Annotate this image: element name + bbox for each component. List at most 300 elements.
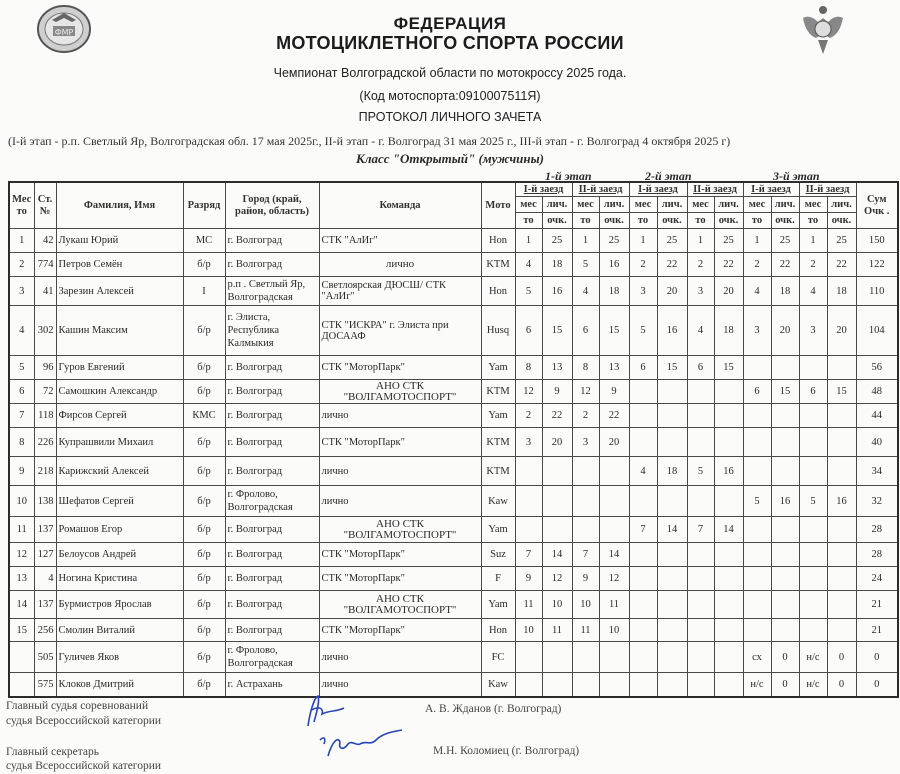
- cell-race-points: 15: [771, 380, 799, 404]
- cell-sum: 110: [856, 277, 898, 306]
- cell-race-place: 4: [687, 306, 714, 356]
- cell-race-place: [629, 404, 657, 428]
- cell-place: 3: [9, 277, 34, 306]
- cell-team: СТК "ИСКРА" г. Элиста при ДОСААФ: [319, 306, 481, 356]
- cell-race-points: [827, 567, 856, 591]
- cell-race-points: [657, 619, 687, 642]
- cell-race-place: 7: [629, 517, 657, 543]
- cell-city: г. Элиста, Республика Калмыкия: [225, 306, 319, 356]
- cell-race-points: 20: [771, 306, 799, 356]
- cell-race-place: 2: [629, 253, 657, 277]
- cell-race-points: [599, 517, 629, 543]
- header-stage1-race2: II-й заезд: [572, 182, 629, 197]
- cell-sum: 28: [856, 543, 898, 567]
- cell-race-place: [629, 543, 657, 567]
- cell-team: лично: [319, 642, 481, 673]
- cell-race-points: [542, 673, 572, 697]
- cell-race-place: 5: [572, 253, 599, 277]
- cell-race-place: 10: [572, 591, 599, 619]
- cell-race-points: [714, 380, 743, 404]
- cell-race-points: [771, 428, 799, 457]
- cell-rank: б/р: [183, 253, 225, 277]
- cell-sum: 21: [856, 619, 898, 642]
- header-race-place: мес: [743, 197, 771, 213]
- table-row: [9, 356, 898, 380]
- cell-race-points: [657, 567, 687, 591]
- cell-city: г. Волгоград: [225, 253, 319, 277]
- cell-moto: Husq: [481, 306, 515, 356]
- cell-number: 4: [34, 567, 56, 591]
- cell-place: 8: [9, 428, 34, 457]
- cell-race-place: 6: [687, 356, 714, 380]
- cell-rank: б/р: [183, 619, 225, 642]
- cell-race-place: [515, 517, 542, 543]
- header-moto: Мото: [481, 182, 515, 229]
- cell-race-points: [714, 567, 743, 591]
- cell-race-points: [771, 517, 799, 543]
- cell-race-place: н/с: [743, 673, 771, 697]
- cell-race-points: 25: [771, 229, 799, 253]
- cell-place: 9: [9, 457, 34, 486]
- cell-race-place: [799, 356, 827, 380]
- federation-title-line2: МОТОЦИКЛЕТНОГО СПОРТА РОССИИ: [276, 33, 624, 53]
- cell-team: лично: [319, 404, 481, 428]
- cell-team: АНО СТК "ВОЛГАМОТОСПОРТ": [319, 380, 481, 404]
- stage-label-3: 3-й этап: [773, 169, 820, 183]
- cell-number: 256: [34, 619, 56, 642]
- header-city: Город (край, район, область): [225, 182, 319, 229]
- cell-rank: б/р: [183, 642, 225, 673]
- cell-race-place: 3: [687, 277, 714, 306]
- cell-race-place: 6: [572, 306, 599, 356]
- cell-race-place: н/с: [799, 642, 827, 673]
- secretary-name: М.Н. Коломиец (г. Волгоград): [433, 745, 580, 757]
- cell-number: 41: [34, 277, 56, 306]
- cell-race-place: 10: [515, 619, 542, 642]
- table-row: [9, 517, 898, 543]
- header-race-place-cont: то: [799, 213, 827, 229]
- cell-race-points: 0: [827, 642, 856, 673]
- cell-team: СТК "АлИг": [319, 229, 481, 253]
- cell-race-place: 1: [629, 229, 657, 253]
- cell-race-points: 18: [827, 277, 856, 306]
- cell-race-points: 0: [771, 673, 799, 697]
- cell-race-place: [743, 619, 771, 642]
- cell-race-points: [599, 457, 629, 486]
- cell-race-points: [599, 486, 629, 517]
- cell-name: Петров Семён: [56, 253, 183, 277]
- cell-race-place: [629, 619, 657, 642]
- cell-moto: Kaw: [481, 673, 515, 697]
- cell-race-place: [687, 543, 714, 567]
- cell-city: г. Волгоград: [225, 591, 319, 619]
- header-race-place: мес: [687, 197, 714, 213]
- cell-race-points: 18: [542, 253, 572, 277]
- cell-race-place: [799, 457, 827, 486]
- cell-race-place: [629, 591, 657, 619]
- cell-sum: 21: [856, 591, 898, 619]
- header-race-place-cont: то: [629, 213, 657, 229]
- cell-race-place: [799, 404, 827, 428]
- cell-race-points: [657, 428, 687, 457]
- cell-race-place: н/с: [799, 673, 827, 697]
- cell-moto: Hon: [481, 229, 515, 253]
- header-race-place-cont: то: [515, 213, 542, 229]
- cell-race-place: 6: [799, 380, 827, 404]
- cell-race-place: [572, 673, 599, 697]
- cell-race-points: 16: [771, 486, 799, 517]
- cell-moto: KTM: [481, 457, 515, 486]
- cell-name: Смолин Виталий: [56, 619, 183, 642]
- cell-moto: Yam: [481, 517, 515, 543]
- header-race-points-cont: очк.: [714, 213, 743, 229]
- header-race-points: лич.: [827, 197, 856, 213]
- table-row: [9, 642, 898, 673]
- cell-race-place: [687, 404, 714, 428]
- stage-label-1: 1-й этап: [545, 169, 592, 183]
- cell-race-place: [743, 404, 771, 428]
- cell-rank: б/р: [183, 486, 225, 517]
- cell-race-place: 2: [743, 253, 771, 277]
- cell-sum: 24: [856, 567, 898, 591]
- cell-moto: Hon: [481, 619, 515, 642]
- cell-race-place: [629, 380, 657, 404]
- cell-race-points: 14: [657, 517, 687, 543]
- header-race-points-cont: очк.: [771, 213, 799, 229]
- cell-race-points: [827, 517, 856, 543]
- cell-city: г. Астрахань: [225, 673, 319, 697]
- cell-number: 138: [34, 486, 56, 517]
- cell-race-place: [572, 517, 599, 543]
- cell-race-points: 15: [542, 306, 572, 356]
- cell-race-points: 22: [657, 253, 687, 277]
- cell-moto: Kaw: [481, 486, 515, 517]
- cell-race-points: 9: [599, 380, 629, 404]
- cell-moto: KTM: [481, 380, 515, 404]
- cell-race-place: 4: [629, 457, 657, 486]
- cell-race-points: 22: [714, 253, 743, 277]
- cell-race-points: [827, 356, 856, 380]
- cell-place: 5: [9, 356, 34, 380]
- cell-name: Гуров Евгений: [56, 356, 183, 380]
- cell-race-points: 13: [599, 356, 629, 380]
- header-race-points: лич.: [542, 197, 572, 213]
- cell-sum: 34: [856, 457, 898, 486]
- table-row: [9, 428, 898, 457]
- cell-number: 575: [34, 673, 56, 697]
- cell-race-points: [827, 543, 856, 567]
- cell-race-place: 6: [515, 306, 542, 356]
- cell-team: СТК "МоторПарк": [319, 428, 481, 457]
- cell-city: г. Волгоград: [225, 428, 319, 457]
- cell-race-place: 2: [515, 404, 542, 428]
- table-row: [9, 404, 898, 428]
- cell-race-place: 8: [515, 356, 542, 380]
- cell-race-points: 22: [542, 404, 572, 428]
- cell-rank: б/р: [183, 673, 225, 697]
- cell-race-place: [799, 543, 827, 567]
- cell-moto: Yam: [481, 591, 515, 619]
- cell-name: Самошкин Александр: [56, 380, 183, 404]
- cell-number: 118: [34, 404, 56, 428]
- cell-city: г. Волгоград: [225, 356, 319, 380]
- cell-place: 14: [9, 591, 34, 619]
- cell-race-points: 25: [657, 229, 687, 253]
- header-race-points-cont: очк.: [542, 213, 572, 229]
- cell-race-points: [714, 673, 743, 697]
- header-race-place: мес: [799, 197, 827, 213]
- cell-name: Клоков Дмитрий: [56, 673, 183, 697]
- cell-race-place: [572, 642, 599, 673]
- cell-race-points: 10: [599, 619, 629, 642]
- cell-number: 302: [34, 306, 56, 356]
- cell-race-place: [515, 486, 542, 517]
- svg-text:ФМР: ФМР: [54, 28, 74, 37]
- cell-race-points: [771, 619, 799, 642]
- cell-race-points: [714, 404, 743, 428]
- cell-moto: KTM: [481, 428, 515, 457]
- cell-race-place: 3: [799, 306, 827, 356]
- header-number: Ст. №: [34, 182, 56, 229]
- cell-race-place: [687, 567, 714, 591]
- cell-race-place: 1: [687, 229, 714, 253]
- cell-race-place: [799, 517, 827, 543]
- cell-race-place: 5: [515, 277, 542, 306]
- cell-race-points: [657, 543, 687, 567]
- cell-race-points: 14: [599, 543, 629, 567]
- cell-rank: б/р: [183, 567, 225, 591]
- cell-rank: б/р: [183, 591, 225, 619]
- cell-rank: I: [183, 277, 225, 306]
- cell-race-place: 2: [572, 404, 599, 428]
- header-stage2-race2: II-й заезд: [687, 182, 743, 197]
- cell-race-place: [687, 673, 714, 697]
- cell-race-place: 1: [743, 229, 771, 253]
- cell-race-points: 18: [657, 457, 687, 486]
- cell-race-points: 13: [542, 356, 572, 380]
- cell-number: 72: [34, 380, 56, 404]
- cell-place: [9, 642, 34, 673]
- cell-place: 13: [9, 567, 34, 591]
- cell-race-points: 20: [542, 428, 572, 457]
- cell-place: 2: [9, 253, 34, 277]
- cell-city: г. Фролово, Волгоградская: [225, 486, 319, 517]
- cell-race-place: [743, 543, 771, 567]
- cell-race-place: 7: [515, 543, 542, 567]
- cell-race-place: [572, 457, 599, 486]
- cell-city: г. Волгоград: [225, 543, 319, 567]
- header-stage1-race1: I-й заезд: [515, 182, 572, 197]
- cell-race-points: [657, 404, 687, 428]
- cell-number: 127: [34, 543, 56, 567]
- cell-race-points: 14: [542, 543, 572, 567]
- cell-race-place: [799, 591, 827, 619]
- cell-name: Фирсов Сергей: [56, 404, 183, 428]
- cell-rank: б/р: [183, 306, 225, 356]
- cell-race-place: [572, 486, 599, 517]
- cell-race-points: [657, 673, 687, 697]
- cell-place: 7: [9, 404, 34, 428]
- cell-rank: б/р: [183, 517, 225, 543]
- cell-moto: Hon: [481, 277, 515, 306]
- cell-number: 96: [34, 356, 56, 380]
- cell-race-points: [827, 457, 856, 486]
- cell-race-place: [743, 517, 771, 543]
- class-label: Класс "Открытый" (мужчины): [356, 151, 544, 166]
- judge-name: А. В. Жданов (г. Волгоград): [425, 703, 562, 715]
- cell-race-place: [743, 591, 771, 619]
- header-race-points-cont: очк.: [599, 213, 629, 229]
- cell-city: р.п . Светлый Яр, Волгоградская: [225, 277, 319, 306]
- secretary-signature-icon: [316, 726, 406, 767]
- cell-race-place: 4: [799, 277, 827, 306]
- table-row: [9, 486, 898, 517]
- header-rank: Разряд: [183, 182, 225, 229]
- header-race-points: лич.: [714, 197, 743, 213]
- cell-race-place: 5: [799, 486, 827, 517]
- cell-race-points: [827, 428, 856, 457]
- cell-city: г. Волгоград: [225, 404, 319, 428]
- cell-city: г. Фролово, Волгоградская: [225, 642, 319, 673]
- cell-race-place: [687, 428, 714, 457]
- cell-race-place: [629, 642, 657, 673]
- cell-race-points: 25: [542, 229, 572, 253]
- cell-race-points: [827, 591, 856, 619]
- protocol-title: ПРОТОКОЛ ЛИЧНОГО ЗАЧЕТА: [358, 110, 542, 124]
- cell-race-points: [714, 428, 743, 457]
- cell-race-points: 22: [599, 404, 629, 428]
- cell-race-points: 20: [714, 277, 743, 306]
- table-row: [9, 380, 898, 404]
- table-row: [9, 253, 898, 277]
- cell-race-points: [657, 642, 687, 673]
- cell-moto: F: [481, 567, 515, 591]
- cell-race-points: [714, 486, 743, 517]
- table-row: [9, 543, 898, 567]
- cell-race-place: [743, 356, 771, 380]
- cell-race-points: 15: [657, 356, 687, 380]
- table-row: [9, 306, 898, 356]
- table-row: [9, 673, 898, 697]
- cell-race-place: 1: [572, 229, 599, 253]
- cell-race-points: [827, 404, 856, 428]
- cell-race-place: 9: [515, 567, 542, 591]
- cell-place: 15: [9, 619, 34, 642]
- cell-race-place: [515, 642, 542, 673]
- cell-name: Зарезин Алексей: [56, 277, 183, 306]
- results-table: [8, 181, 899, 698]
- cell-race-points: 22: [771, 253, 799, 277]
- federation-title-line1: ФЕДЕРАЦИЯ: [393, 14, 507, 33]
- cell-city: г. Волгоград: [225, 567, 319, 591]
- cell-race-place: [687, 380, 714, 404]
- cell-race-place: [687, 486, 714, 517]
- cell-race-place: 3: [572, 428, 599, 457]
- cell-city: г. Волгоград: [225, 619, 319, 642]
- cell-team: СТК "МоторПарк": [319, 619, 481, 642]
- cell-race-points: 0: [771, 642, 799, 673]
- cell-rank: МС: [183, 229, 225, 253]
- stages-info: (I-й этап - р.п. Светлый Яр, Волгоградская обл. 17 мая 2025г., II-й этап - г. Волгоград 31 мая 2025 г., III-й этап - г. Волгоград 4 октября 2025 г): [8, 134, 731, 148]
- cell-race-points: [714, 591, 743, 619]
- cell-city: г. Волгоград: [225, 457, 319, 486]
- header-sum: Сум Очк .: [856, 182, 898, 229]
- table-row: [9, 567, 898, 591]
- cell-sum: 40: [856, 428, 898, 457]
- cell-number: 505: [34, 642, 56, 673]
- cell-sum: 56: [856, 356, 898, 380]
- cell-race-points: [771, 404, 799, 428]
- cell-moto: Suz: [481, 543, 515, 567]
- cell-race-points: 15: [827, 380, 856, 404]
- cell-team: СТК "МоторПарк": [319, 356, 481, 380]
- header-stage3-race2: II-й заезд: [799, 182, 856, 197]
- judge-title-1: Главный судья соревнований: [6, 700, 149, 712]
- cell-number: 774: [34, 253, 56, 277]
- cell-race-points: 25: [714, 229, 743, 253]
- cell-race-points: [542, 457, 572, 486]
- cell-race-points: [714, 642, 743, 673]
- cell-place: 4: [9, 306, 34, 356]
- sport-code: (Код мотоспорта:0910007511Я): [359, 89, 541, 103]
- cell-race-points: 18: [599, 277, 629, 306]
- cell-race-place: 3: [629, 277, 657, 306]
- cell-race-points: 12: [599, 567, 629, 591]
- cell-race-points: [714, 619, 743, 642]
- cell-race-place: 2: [799, 253, 827, 277]
- cell-sum: 0: [856, 673, 898, 697]
- cell-team: АНО СТК "ВОЛГАМОТОСПОРТ": [319, 591, 481, 619]
- cell-race-points: 15: [599, 306, 629, 356]
- cell-moto: Yam: [481, 404, 515, 428]
- cell-race-place: сх: [743, 642, 771, 673]
- cell-name: Ромашов Егор: [56, 517, 183, 543]
- cell-race-place: 6: [743, 380, 771, 404]
- cell-city: г. Волгоград: [225, 517, 319, 543]
- cell-number: 218: [34, 457, 56, 486]
- header-race-points: лич.: [599, 197, 629, 213]
- table-row: [9, 229, 898, 253]
- cell-city: г. Волгоград: [225, 229, 319, 253]
- cell-race-points: [599, 673, 629, 697]
- cell-race-place: [743, 428, 771, 457]
- cell-race-points: 10: [542, 591, 572, 619]
- cell-race-place: 7: [687, 517, 714, 543]
- cell-race-place: [629, 428, 657, 457]
- cell-rank: б/р: [183, 356, 225, 380]
- header-place: Мес то: [9, 182, 34, 229]
- header-stage3-race1: I-й заезд: [743, 182, 799, 197]
- cell-race-points: 25: [599, 229, 629, 253]
- header-race-place-cont: то: [743, 213, 771, 229]
- cell-moto: FC: [481, 642, 515, 673]
- cell-race-place: 1: [515, 229, 542, 253]
- cell-race-place: 5: [743, 486, 771, 517]
- cell-name: Ногина Кристина: [56, 567, 183, 591]
- cell-sum: 28: [856, 517, 898, 543]
- cell-place: 6: [9, 380, 34, 404]
- cell-moto: Yam: [481, 356, 515, 380]
- header-race-points-cont: очк.: [657, 213, 687, 229]
- cell-race-points: 20: [827, 306, 856, 356]
- secretary-title-1: Главный секретарь: [6, 746, 100, 758]
- cell-race-place: 6: [629, 356, 657, 380]
- cell-name: Бурмистров Ярослав: [56, 591, 183, 619]
- cell-race-points: 16: [657, 306, 687, 356]
- cell-number: 42: [34, 229, 56, 253]
- cell-race-points: [657, 380, 687, 404]
- cell-race-points: [599, 642, 629, 673]
